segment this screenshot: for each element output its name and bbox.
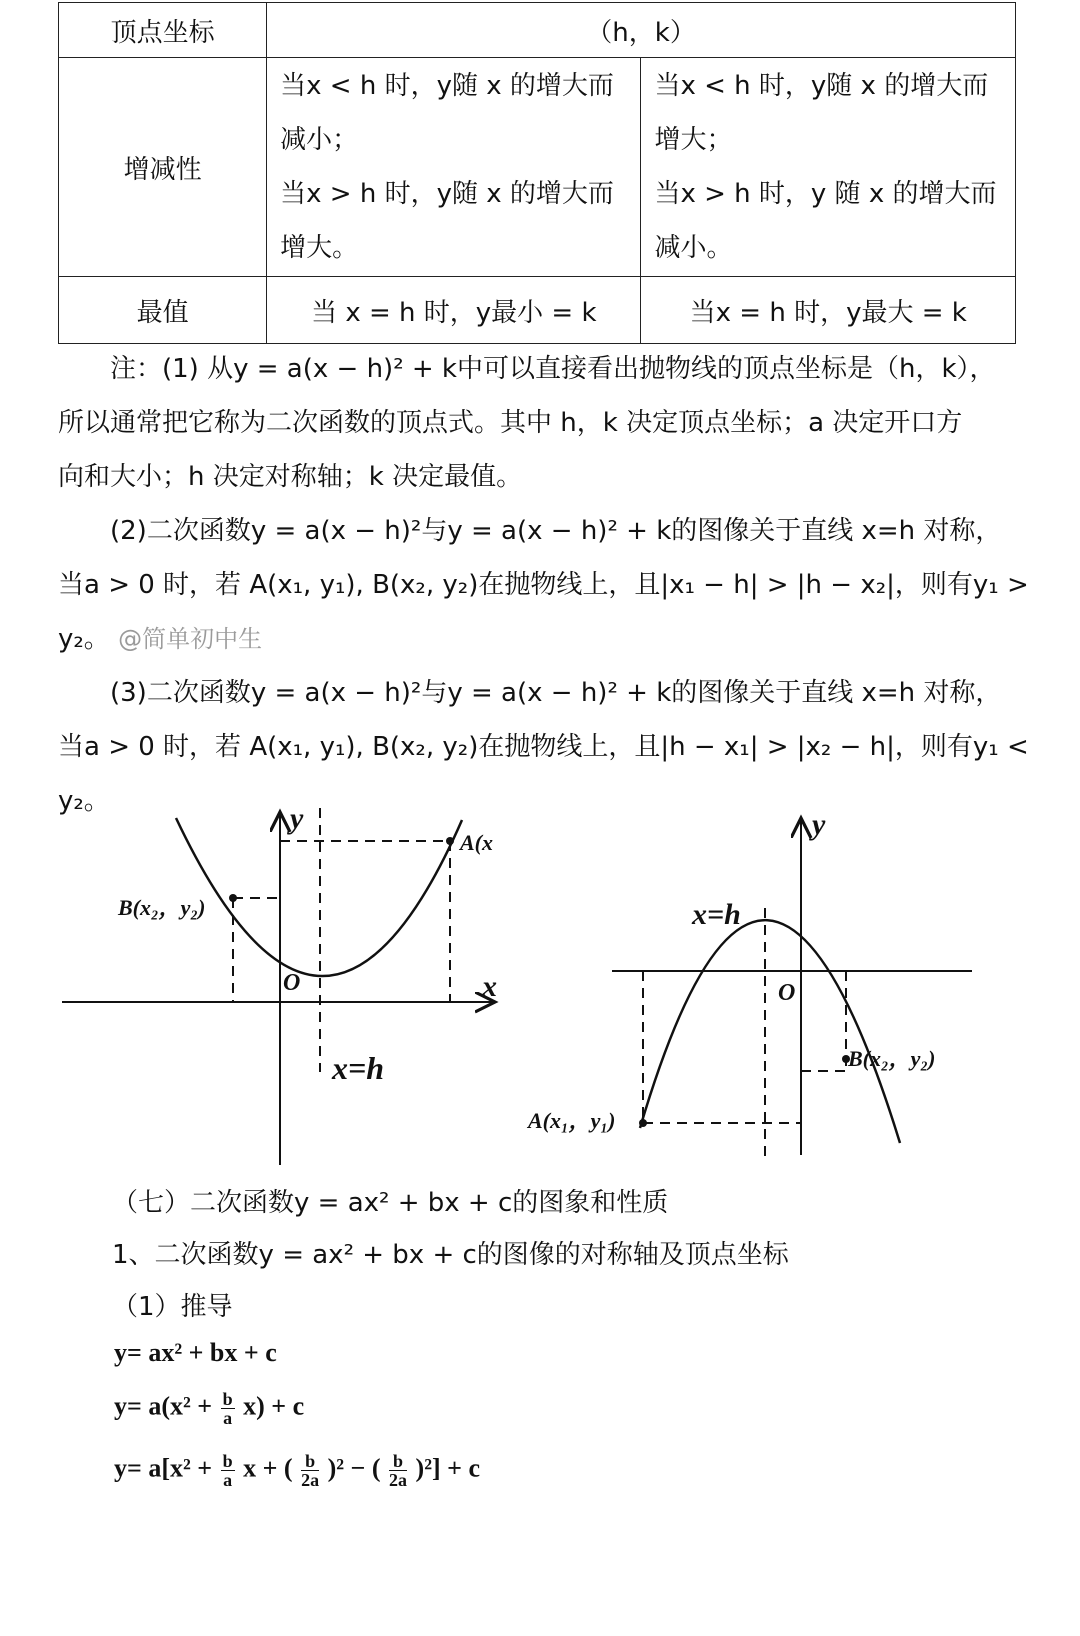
y-axis-label: y: [812, 808, 826, 841]
extreme-row: [59, 277, 1016, 344]
note2-line1: (2)二次函数y = a(x − h)²与y = a(x − h)² + k的图像关于直线 x=h 对称，: [110, 516, 1002, 546]
eq3-part: y= a[x² +: [114, 1453, 213, 1483]
note1-line2: 所以通常把它称为二次函数的顶点式。其中 h，k 决定顶点坐标；a 决定开口方: [58, 408, 963, 438]
note2-line3-wrap: [58, 612, 1018, 666]
extreme-max: 当x = h 时，y最大 = k: [641, 277, 1016, 344]
property-table: [58, 2, 1016, 344]
vertex-label: 顶点坐标: [59, 3, 267, 58]
fraction-b-over-a: [221, 1452, 235, 1489]
frac-den: 2a: [301, 1470, 320, 1490]
monotonic-label: 增减性: [59, 58, 267, 277]
equation-2: [114, 1390, 304, 1427]
frac-den: a: [223, 1470, 233, 1490]
extreme-min: 当 x = h 时，y最小 = k: [267, 277, 641, 344]
cell-line: 减小。: [654, 233, 733, 263]
vertex-row: [59, 3, 1016, 58]
equation-1: y= ax² + bx + c: [114, 1338, 277, 1367]
note3-line2: 当a > 0 时，若 A(x₁, y₁), B(x₂, y₂)在抛物线上，且|h − x₁| > |x₂ − h|，则有y₁ <: [58, 732, 1029, 762]
notes-block: [58, 342, 1029, 828]
watermark: @简单初中生: [118, 625, 263, 653]
symmetry-axis-label: x=h: [332, 1050, 385, 1086]
frac-num: b: [222, 1389, 233, 1409]
fraction-b-over-2a: [389, 1452, 407, 1489]
cell-line: 增大。: [280, 233, 359, 263]
cell-line: 当x < h 时，y随 x 的增大而: [654, 71, 989, 101]
fraction-b-over-2a: [301, 1452, 319, 1489]
cell-line: 增大；: [654, 125, 733, 155]
origin-label: O: [778, 980, 796, 1006]
equation-3: [114, 1452, 480, 1489]
point-a-label: A(x: [460, 830, 493, 855]
frac-num: b: [389, 1452, 407, 1471]
note3-line1: (3)二次函数y = a(x − h)²与y = a(x − h)² + k的图像关于直线 x=h 对称，: [110, 678, 1002, 708]
monotonic-row: [59, 58, 1016, 277]
derivation-heading: （1）推导: [112, 1292, 233, 1322]
eq2-part: y= a(x² +: [114, 1391, 213, 1421]
cell-line: 当x < h 时，y随 x 的增大而: [280, 71, 614, 101]
eq3-part: x + (: [243, 1453, 293, 1483]
cell-line: 减小；: [280, 125, 359, 155]
subsection-heading: 1、二次函数y = ax² + bx + c的图像的对称轴及顶点坐标: [112, 1240, 789, 1270]
y-axis-label: y: [290, 802, 304, 835]
note1-line3: 向和大小；h 决定对称轴；k 决定最值。: [58, 462, 523, 492]
monotonic-cell-a-positive: [267, 58, 641, 277]
frac-num: b: [301, 1452, 319, 1471]
extreme-label: 最值: [59, 277, 267, 344]
x-axis-label: x: [482, 970, 497, 1003]
note2-line2: 当a > 0 时，若 A(x₁, y₁), B(x₂, y₂)在抛物线上，且|x₁ − h| > |h − x₂|，则有y₁ >: [58, 570, 1029, 600]
point-a-label: A(x₁，y₁): [528, 1108, 616, 1133]
eq3-part: )²] + c: [415, 1453, 480, 1483]
cell-line: 当x > h 时，y 随 x 的增大而: [654, 179, 997, 209]
vertex-value: （h，k）: [267, 3, 1016, 58]
note1-line1: 注：(1) 从y = a(x − h)² + k中可以直接看出抛物线的顶点坐标是（h，k），: [110, 354, 996, 384]
eq2-part: x) + c: [243, 1391, 305, 1421]
graph-upward-parabola: [0, 800, 540, 1180]
frac-den: a: [223, 1408, 233, 1428]
parabola-curve: [640, 920, 900, 1143]
symmetry-axis-label: x=h: [692, 898, 741, 931]
point-a: [446, 837, 454, 845]
cell-line: 当x > h 时，y随 x 的增大而: [280, 179, 614, 209]
frac-num: b: [222, 1451, 233, 1471]
monotonic-cell-a-negative: [641, 58, 1016, 277]
note2-line3: y₂。: [58, 624, 110, 654]
eq3-part: )² − (: [327, 1453, 381, 1483]
point-b-label: B(x₂，y₂): [848, 1046, 936, 1071]
point-b-label: B(x₂，y₂): [118, 895, 206, 920]
point-b: [229, 894, 237, 902]
fraction-b-over-a: [221, 1390, 235, 1427]
note3-line3: y₂。: [58, 786, 110, 816]
frac-den: 2a: [389, 1470, 408, 1490]
origin-label: O: [283, 970, 301, 996]
section-heading: （七）二次函数y = ax² + bx + c的图象和性质: [112, 1188, 669, 1218]
graph-downward-parabola: [520, 800, 1060, 1180]
point-a: [639, 1119, 647, 1127]
